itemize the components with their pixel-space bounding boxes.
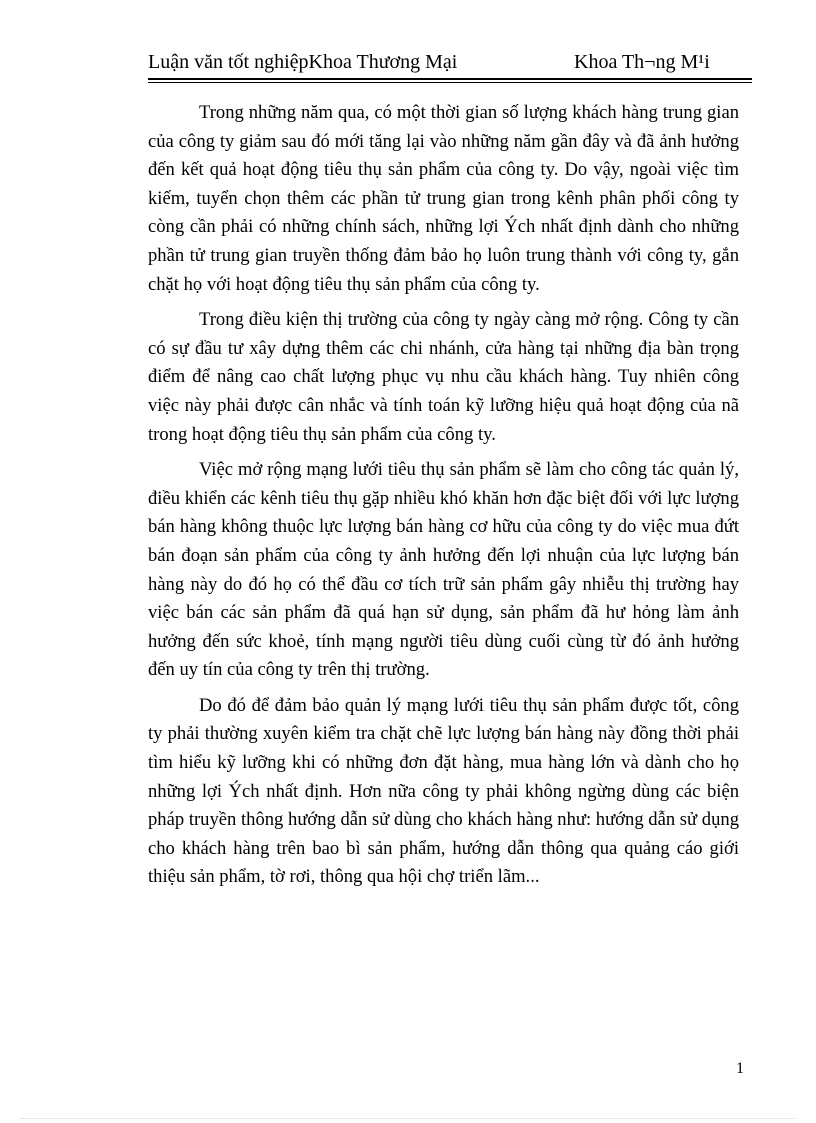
page-number: 1 [736, 1060, 744, 1077]
header-rule-thin [148, 82, 752, 83]
paragraph-3: Việc mở rộng mạng lưới tiêu thụ sản phẩm sẽ làm cho công tác quản lý, điều khiển các kênh tiêu thụ gặp nhiều khó khăn hơn đặc biệt đối với lực lượng bán hàng không thuộc lực lượng bán hàng cơ hữu của công ty do việc mua đứt bán đoạn sản phẩm của công ty ảnh hưởng đến lợi nhuận của lực lượng bán hàng này do đó họ có thể đầu cơ tích trữ sản phẩm gây nhiễu thị trường hay việc bán các sản phẩm đã quá hạn sử dụng, sản phẩm đã hư hỏng làm ảnh hưởng đến sức khoẻ, tính mạng người tiêu dùng cuối cùng từ đó ảnh hưởng đến uy tín của công ty trên thị trường. [148, 459, 739, 681]
paragraph-4: Do đó để đảm bảo quản lý mạng lưới tiêu thụ sản phẩm được tốt, công ty phải thường xuyên kiểm tra chặt chẽ lực lượng bán hàng này đồng thời phải tìm hiểu kỹ lưỡng khi có những đơn đặt hàng, mua hàng lớn và dành cho họ những lợi Ých nhất định. Hơn nữa công ty phải không ngừng dùng các biện pháp truyền thông hướng dẫn sử dùng cho khách hàng như: hướng dẫn sử dụng cho khách hàng trên bao bì sản phẩm, hướng dẫn thông qua quảng cáo giới thiệu sản phẩm, tờ rơi, thông qua hội chợ triển lãm... [148, 694, 739, 888]
header-right-title: Khoa Th¬ng M¹i [574, 51, 710, 73]
page-bottom-divider [20, 1118, 796, 1119]
body-text [148, 99, 739, 892]
running-header [148, 48, 752, 76]
header-left-title: Luận văn tốt nghiệpKhoa Thương Mại [148, 51, 458, 73]
paragraph-2: Trong điều kiện thị trường của công ty ngày càng mở rộng. Công ty cần có sự đầu tư xây dựng thêm các chi nhánh, cửa hàng tại những địa bàn trọng điểm để nâng cao chất lượng phục vụ nhu cầu khách hàng. Tuy nhiên công việc này phải được cân nhắc và tính toán kỹ lưỡng hiệu quả hoạt động của nã trong hoạt động tiêu thụ sản phẩm của công ty. [148, 309, 739, 445]
paragraph-1: Trong những năm qua, có một thời gian số lượng khách hàng trung gian của công ty giảm sau đó mới tăng lại vào những năm gần đây và đã ảnh hưởng đến kết quả hoạt động tiêu thụ sản phẩm của công ty. Do vậy, ngoài việc tìm kiếm, tuyển chọn thêm các phần tử trung gian trong kênh phân phối công ty còng cần phải có những chính sách, những lợi Ých nhất định dành cho những phần tử trung gian truyền thống đảm bảo họ luôn trung thành với công ty, gắn chặt họ với hoạt động tiêu thụ sản phẩm của công ty. [148, 102, 739, 295]
header-rule-thick [148, 78, 752, 80]
